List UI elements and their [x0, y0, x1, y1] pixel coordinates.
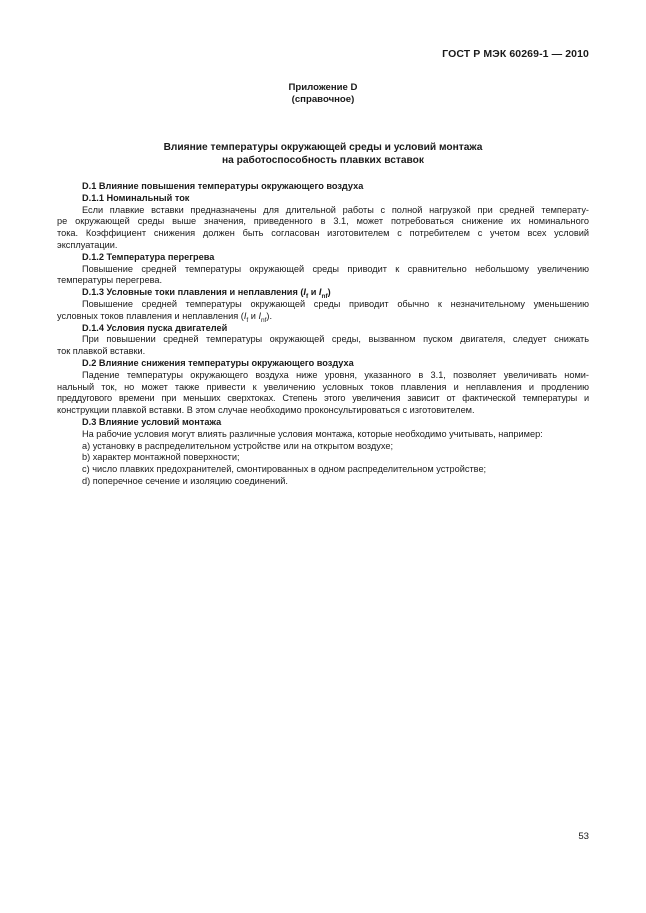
paragraph-line: Повышение средней температуры окружающей среды приводит к сравнительно небольшому увеличению — [82, 263, 589, 274]
paragraph-line: На рабочие условия могут влиять различные условия монтажа, которые необходимо учитывать, например: — [82, 428, 543, 439]
heading-text: D.1.3 Условные токи плавления и неплавления ( — [82, 287, 304, 298]
current-subscript: f — [305, 293, 309, 300]
annex-subtitle: (справочное) — [291, 94, 355, 105]
paragraph-line: ток плавкой вставки. — [57, 346, 146, 357]
paragraph-line: нальный ток, но может также привести к увеличению условных токов плавления и неплавления и продлению — [57, 381, 589, 392]
section-heading-d3: D.3 Влияние условий монтажа — [82, 416, 222, 427]
page-number: 53 — [578, 831, 589, 842]
paragraph-line: Если плавкие вставки предназначены для длительной работы с полной нагрузкой при средней температу- — [82, 204, 589, 215]
paragraph-line: Повышение средней температуры окружающей среды приводит обычно к незначительному уменьшению — [82, 298, 589, 309]
paragraph-line — [57, 311, 589, 323]
section-heading-d2: D.2 Влияние снижения температуры окружающего воздуха — [82, 357, 354, 368]
paragraph-line: преддугового времени при меньших сверхтоках. Степень этого увеличения зависит от фактической температуры и — [57, 393, 589, 404]
current-symbol: I — [303, 287, 306, 298]
list-item: a) установку в распределительном устройстве или на открытом воздухе; — [82, 440, 393, 451]
section-heading-d11: D.1.1 Номинальный ток — [82, 192, 190, 203]
current-subscript: nf — [261, 316, 267, 324]
main-title — [0, 141, 646, 167]
annex-title: Приложение D — [288, 82, 358, 93]
main-title-line-1: Влияние температуры окружающей среды и условий монтажа — [163, 142, 483, 153]
paragraph-text: условных токов плавления и неплавления ( — [57, 310, 244, 321]
paragraph-line: Падение температуры окружающего воздуха ниже уровня, указанного в 3.1, позволяет увеличивать номи- — [82, 369, 589, 380]
heading-text: и — [308, 287, 319, 298]
current-subscript: f — [246, 316, 249, 324]
paragraph-line: При повышении средней температуры окружающей среды, вызванном пуском двигателя, следует снижать — [82, 334, 589, 345]
document-body — [57, 181, 589, 488]
current-subscript: nf — [321, 293, 328, 300]
list-item: d) поперечное сечение и изоляцию соединений. — [82, 475, 288, 486]
paragraph-line: температуры перегрева. — [57, 275, 163, 286]
current-symbol: I — [243, 310, 247, 321]
section-heading-d12: D.1.2 Температура перегрева — [82, 251, 215, 262]
section-heading-d14: D.1.4 Условия пуска двигателей — [82, 322, 228, 333]
paragraph-text: и — [248, 310, 259, 321]
list-item: b) характер монтажной поверхности; — [82, 452, 240, 463]
paragraph-line: тока. Коэффициент снижения должен быть согласован изготовителем с потребителем с учетом всех условий — [57, 228, 589, 239]
section-heading-d1: D.1 Влияние повышения температуры окружающего воздуха — [82, 181, 364, 191]
section-heading-d13 — [57, 287, 589, 299]
current-symbol: I — [318, 287, 322, 298]
paragraph-line: ре окружающей среды выше значения, приведенного в 3.1, может потребоваться снижение их номинального — [57, 216, 589, 227]
current-symbol: I — [258, 310, 261, 321]
main-title-line-2: на работоспособность плавких вставок — [221, 155, 424, 166]
list-item: c) число плавких предохранителей, смонтированных в одном распределительном устройстве; — [82, 464, 487, 475]
standard-code-header: ГОСТ Р МЭК 60269-1 — 2010 — [442, 48, 589, 60]
paragraph-line: конструкции плавкой вставки. В этом случае необходимо проконсультироваться с изготовителем. — [57, 405, 475, 416]
paragraph-line: эксплуатации. — [57, 239, 118, 250]
heading-text: ) — [327, 287, 331, 298]
paragraph-text: ). — [266, 310, 273, 321]
